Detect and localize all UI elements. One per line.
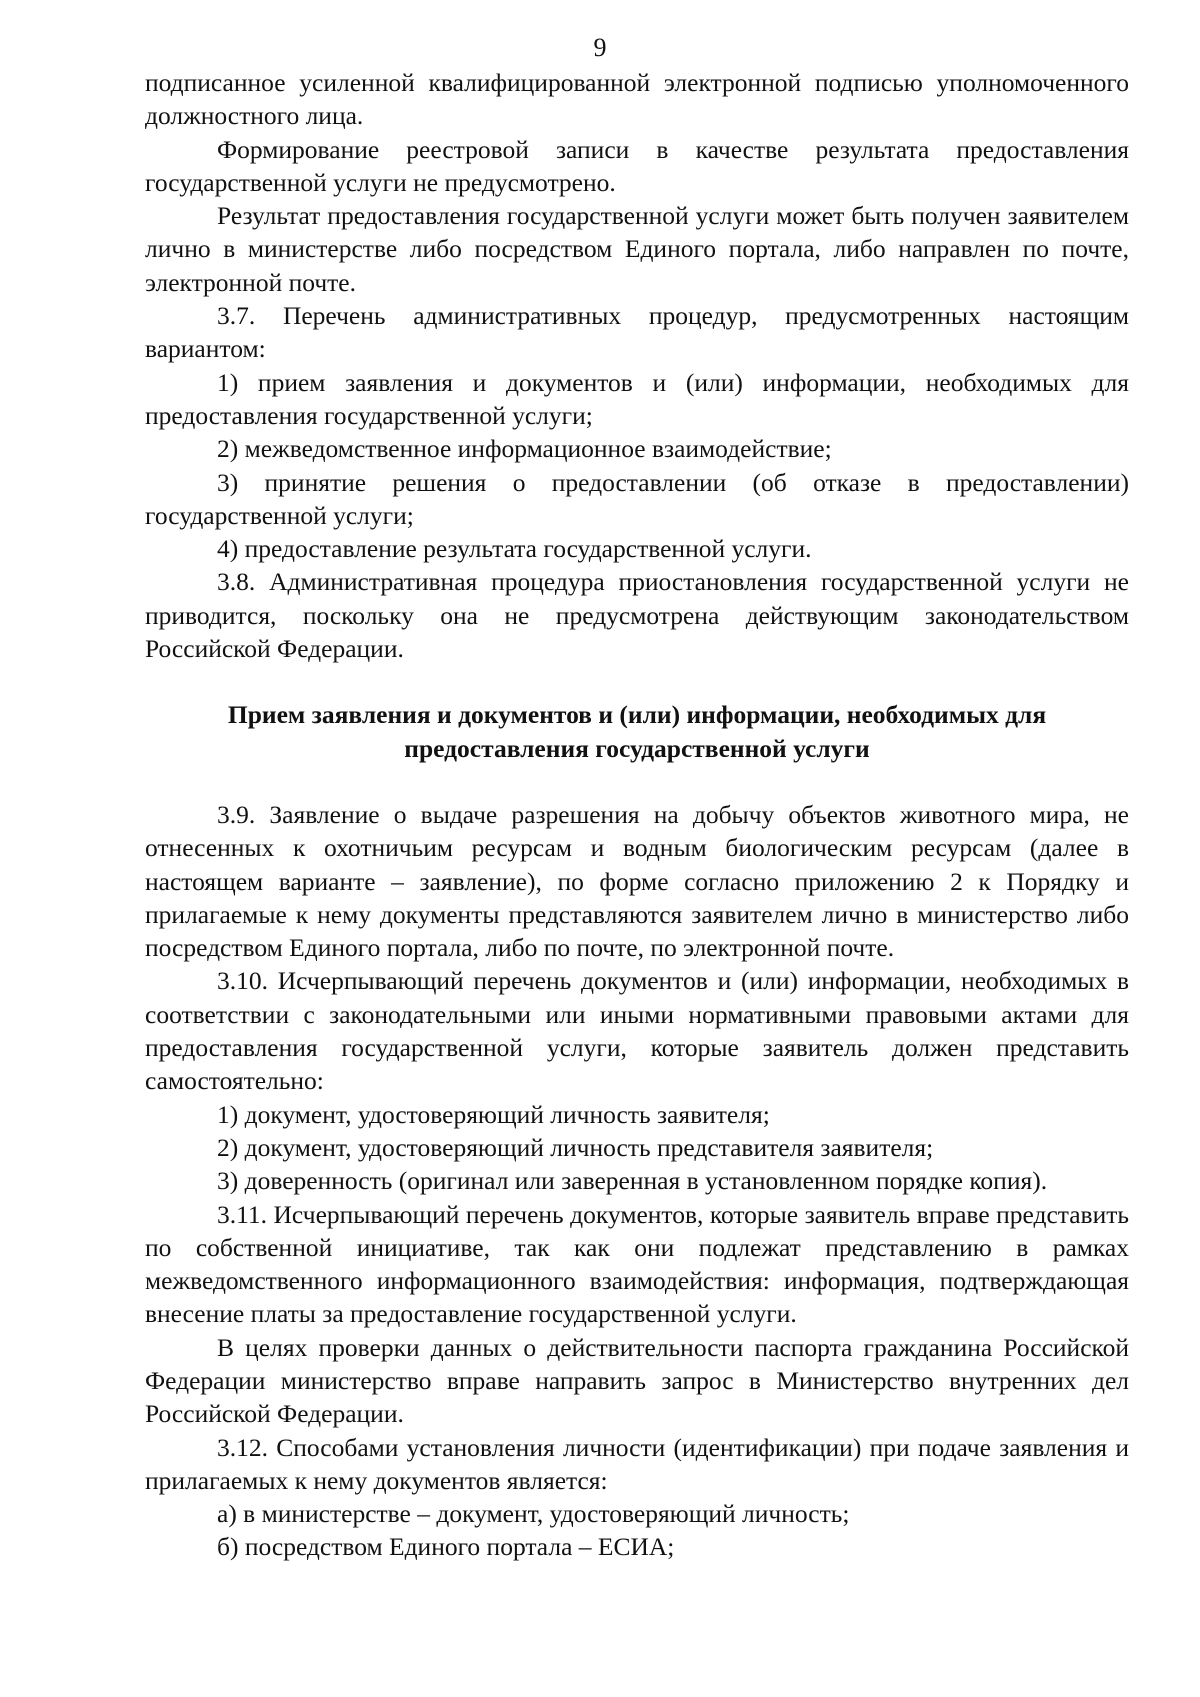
paragraph-passport-check: В целях проверки данных о действительности паспорта гражданина Российской Федерации министерство вправе направить запрос в Министерство внутренних дел Российской Федерации.: [145, 1332, 1129, 1429]
section-heading-line-2: предоставления государственной услуги: [404, 733, 870, 763]
list-item-3-12-a: а) в министерстве – документ, удостоверяющий личность;: [217, 1499, 850, 1529]
paragraph-3-8: 3.8. Административная процедура приостановления государственной услуги не приводится, поскольку она не предусмотрена действующим законодательством Российской Федерации.: [145, 567, 1129, 664]
section-heading: [145, 698, 1129, 765]
paragraph-3-11: 3.11. Исчерпывающий перечень документов, которые заявитель вправе представить по собственной инициативе, так как они подлежат представлению в рамках межведомственного информационного взаимодействия: информация, подтверждающая внесение платы за предоставление государственной услуги.: [145, 1199, 1129, 1329]
document-body: [145, 66, 1129, 1564]
paragraph-registry-record: Формирование реестровой записи в качестве результата предоставления государственной услуги не предусмотрено.: [145, 134, 1129, 197]
paragraph-result-delivery: Результат предоставления государственной услуги может быть получен заявителем лично в министерстве либо посредством Единого портала, либо направлен по почте, электронной почте.: [145, 201, 1129, 297]
list-item-3-7-3: 3) принятие решения о предоставлении (об отказе в предоставлении) государственной услуги;: [145, 467, 1129, 530]
list-item-3-10-2: 2) документ, удостоверяющий личность представителя заявителя;: [217, 1132, 934, 1162]
list-item-3-10-3: 3) доверенность (оригинал или заверенная в установленном порядке копия).: [217, 1166, 1048, 1196]
paragraph-signed: подписанное усиленной квалифицированной электронной подписью уполномоченного должностного лица.: [145, 68, 1129, 131]
paragraph-3-9: 3.9. Заявление о выдаче разрешения на добычу объектов животного мира, не отнесенных к охотничьим ресурсам и водным биологическим ресурсам (далее в настоящем варианте – заявление), по форме согласно приложению 2 к Порядку и прилагаемые к нему документы представляются заявителем лично в министерство либо посредством Единого портала, либо по почте, по электронной почте.: [145, 799, 1129, 963]
page-number: 9: [593, 33, 607, 62]
list-item-3-10-1: 1) документ, удостоверяющий личность заявителя;: [217, 1099, 770, 1129]
list-item-3-7-1: 1) прием заявления и документов и (или) информации, необходимых для предоставления государственной услуги;: [145, 367, 1129, 430]
paragraph-3-12: 3.12. Способами установления личности (идентификации) при подаче заявления и прилагаемых к нему документов является:: [145, 1432, 1129, 1495]
spacer: [145, 765, 1129, 798]
list-item-3-7-2: 2) межведомственное информационное взаимодействие;: [217, 434, 832, 464]
list-item-3-12-b: б) посредством Единого портала – ЕСИА;: [217, 1532, 675, 1562]
list-item-3-7-4: 4) предоставление результата государственной услуги.: [217, 534, 812, 564]
paragraph-3-10: 3.10. Исчерпывающий перечень документов и (или) информации, необходимых в соответствии с законодательными или иными нормативными правовыми актами для предоставления государственной услуги, которые заявитель должен представить самостоятельно:: [145, 966, 1129, 1096]
paragraph-3-7: 3.7. Перечень административных процедур, предусмотренных настоящим вариантом:: [145, 301, 1129, 364]
section-heading-line-1: Прием заявления и документов и (или) информации, необходимых для: [227, 700, 1047, 730]
